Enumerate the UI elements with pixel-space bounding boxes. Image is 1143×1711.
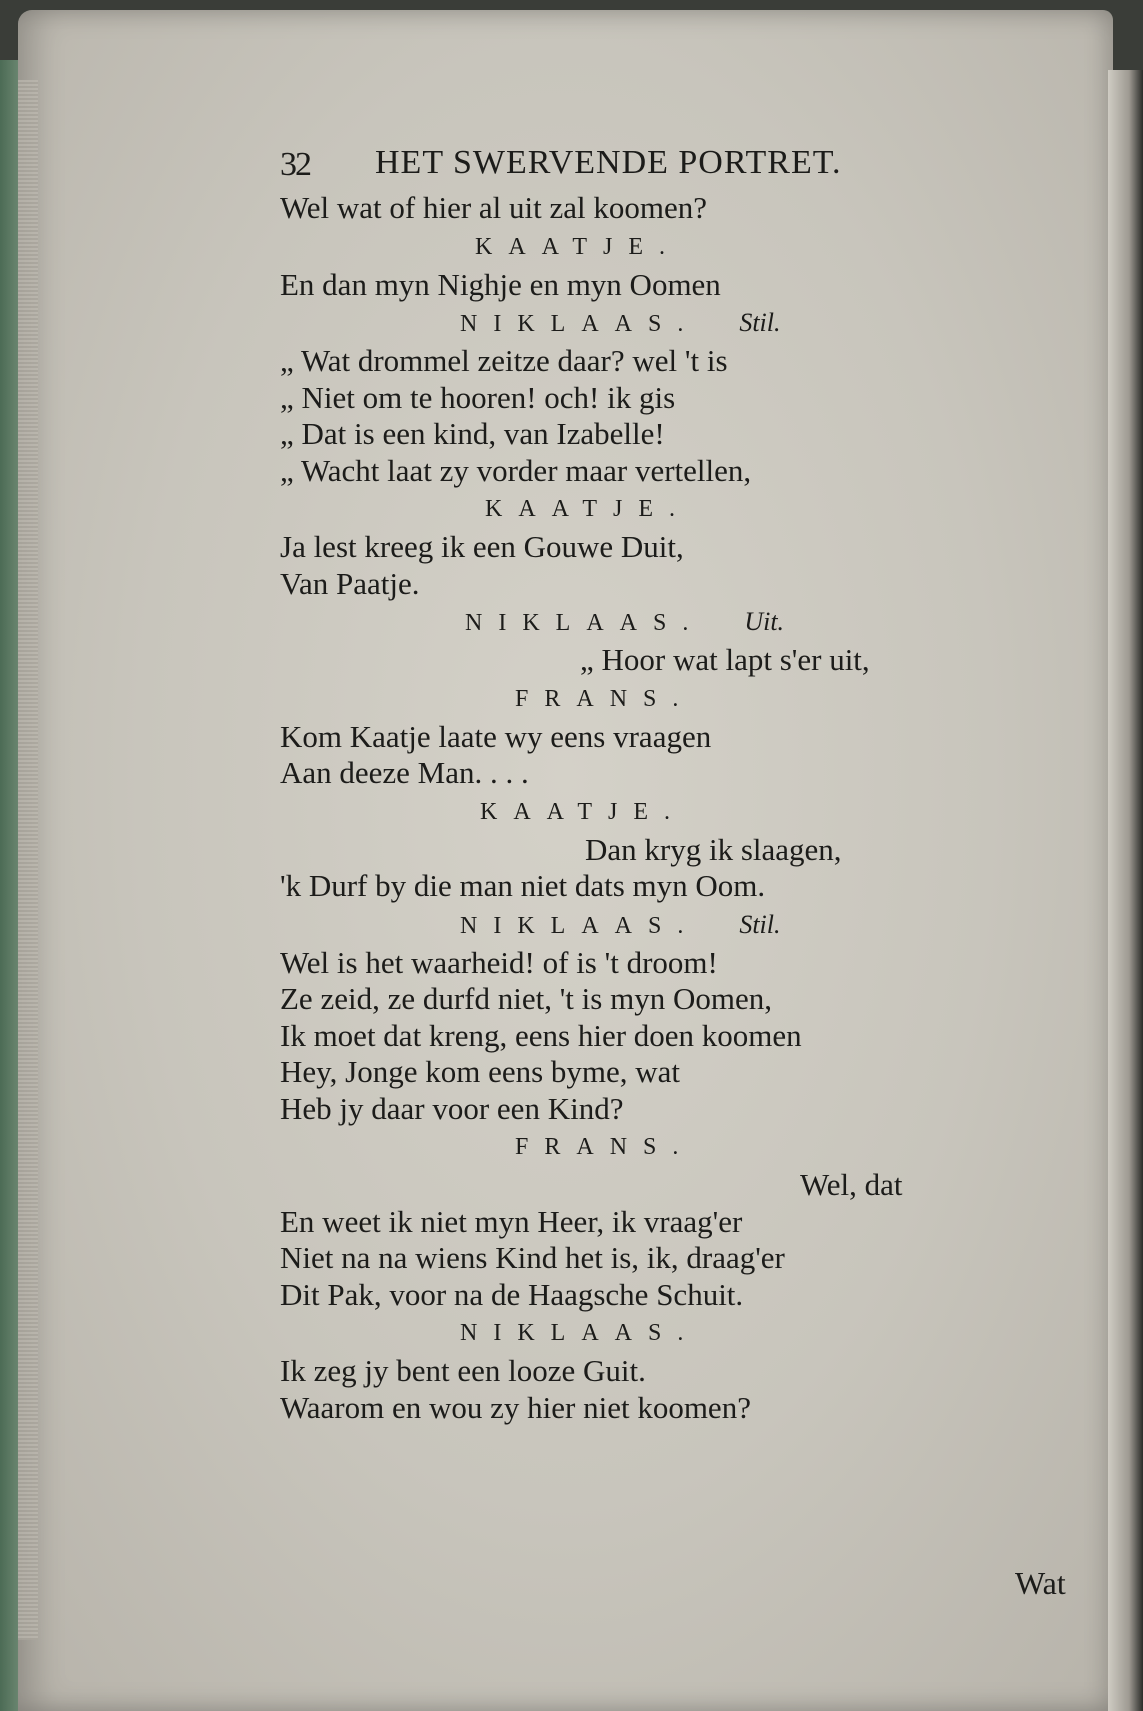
speaker-name: NIKLAAS. Uit.: [465, 607, 785, 636]
catchword: Wat: [1015, 1565, 1066, 1601]
verse-line: Ik zeg jy bent een looze Guit.: [280, 1353, 646, 1388]
verse-line: „ Niet om te hooren! och! ik gis: [280, 379, 676, 415]
running-title: HET SWERVENDE PORTRET.: [375, 144, 842, 181]
page-stack-left: [18, 80, 38, 1640]
verse-line: Niet na na wiens Kind het is, ik, draag'er: [280, 1240, 785, 1275]
verse-line: Kom Kaatje laate wy eens vraagen: [280, 718, 712, 754]
stage-direction: Stil.: [739, 308, 781, 337]
verse-line: Waarom en wou zy hier niet koomen?: [280, 1389, 751, 1425]
verse-line: Dan kryg ik slaagen,: [585, 831, 842, 867]
verse-line: Ja lest kreeg ik een Gouwe Duit,: [280, 529, 684, 564]
verse-line: Wel wat of hier al uit zal koomen?: [280, 190, 708, 225]
speaker-name: KAATJE.: [480, 798, 686, 825]
page-stack-right: [1108, 70, 1143, 1711]
verse-line: En dan myn Nighje en myn Oomen: [280, 266, 721, 302]
verse-line: Wel is het waarheid! of is 't droom!: [280, 944, 718, 980]
speaker-name: NIKLAAS. Stil.: [460, 909, 781, 939]
running-header: [280, 140, 1080, 190]
verse-line: „ Hoor wat lapt s'er uit,: [580, 642, 870, 677]
speaker-name: FRANS.: [515, 1134, 695, 1160]
speaker-name: FRANS.: [515, 685, 695, 712]
speaker-name: NIKLAAS. Stil.: [460, 308, 781, 337]
verse-line: Ze zeid, ze durfd niet, 't is myn Oomen,: [280, 981, 772, 1016]
verse-line: „ Dat is een kind, van Izabelle!: [280, 416, 665, 451]
verse-line: 'k Durf by die man niet dats myn Oom.: [280, 868, 766, 903]
speaker-name: KAATJE.: [485, 496, 691, 522]
verse-line: „ Wat drommel zeitze daar? wel 't is: [280, 343, 728, 378]
speaker-name: KAATJE.: [475, 233, 681, 260]
verse-line: Hey, Jonge kom eens byme, wat: [280, 1054, 681, 1089]
verse-line: Heb jy daar voor een Kind?: [280, 1090, 624, 1126]
page-number: 32: [280, 146, 310, 183]
verse-line: Van Paatje.: [280, 565, 420, 601]
speaker-name: NIKLAAS.: [460, 1320, 700, 1346]
verse-line: En weet ik niet myn Heer, ik vraag'er: [280, 1203, 743, 1239]
verse-line: Dit Pak, voor na de Haagsche Schuit.: [280, 1276, 744, 1312]
play-text: [280, 190, 1080, 1426]
verse-line: Aan deeze Man. . . .: [280, 755, 529, 790]
verse-line: Ik moet dat kreng, eens hier doen koomen: [280, 1017, 802, 1053]
page-content: [280, 140, 1080, 1426]
stage-direction: Uit.: [744, 607, 785, 636]
stage-direction: Stil.: [739, 909, 781, 939]
verse-line: Wel, dat: [800, 1167, 903, 1202]
verse-line: „ Wacht laat zy vorder maar vertellen,: [280, 452, 752, 488]
